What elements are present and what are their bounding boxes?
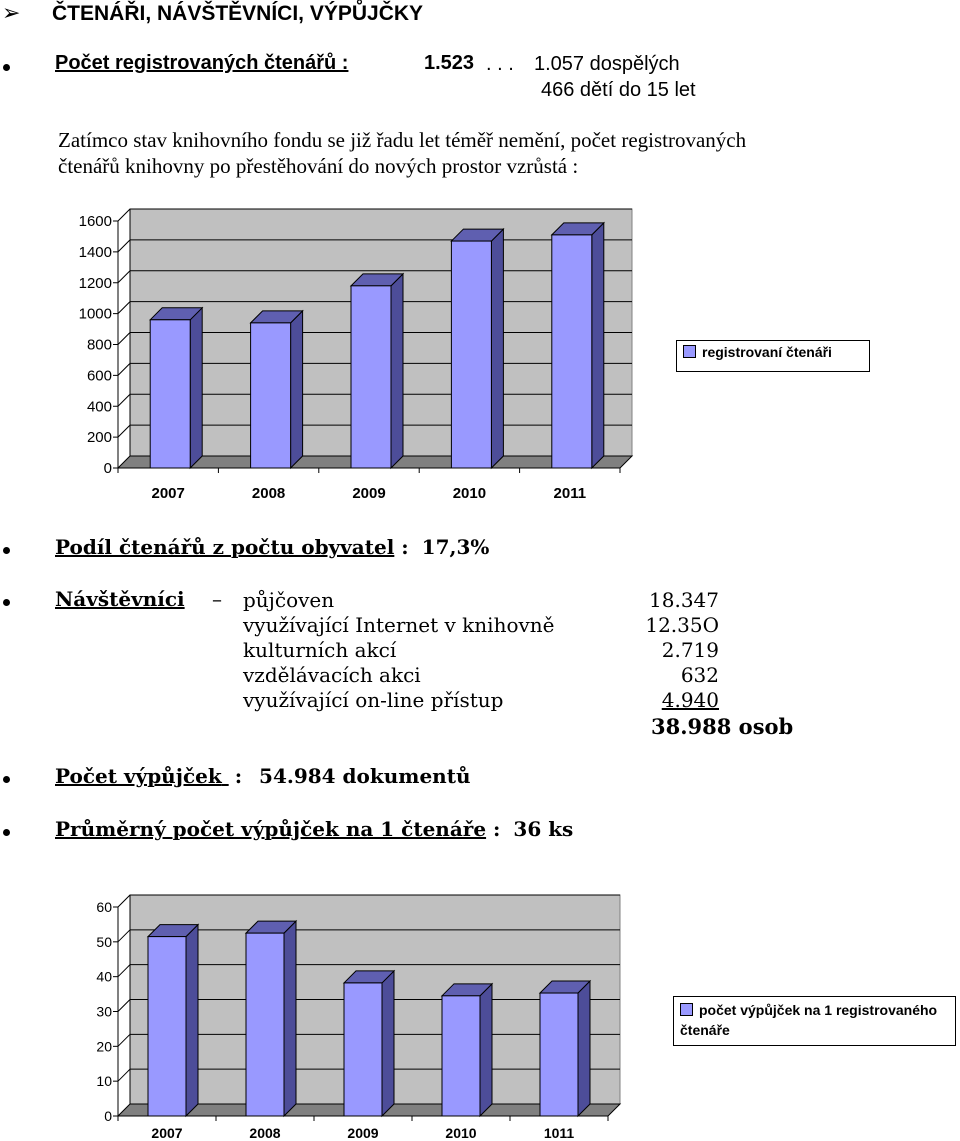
bar	[451, 241, 491, 468]
bar-side	[190, 308, 202, 468]
legend-label: registrovaní čtenáři	[702, 344, 832, 360]
page-heading: ČTENÁŘI, NÁVŠTĚVNÍCI, VÝPŮJČKY	[52, 2, 424, 25]
bar	[351, 286, 391, 468]
y-tick-label: 20	[96, 1038, 112, 1055]
bar	[251, 323, 291, 468]
y-tick-label: 1600	[78, 213, 112, 230]
average-row	[55, 817, 573, 841]
y-tick-label: 0	[103, 460, 112, 477]
x-tick-label: 1011	[543, 1125, 575, 1141]
legend-swatch-icon	[680, 1003, 693, 1016]
bullet-icon	[3, 776, 10, 783]
bullet-icon	[3, 547, 10, 554]
visitor-category-label: vzdělávacích akci	[243, 663, 421, 687]
y-tick-label: 400	[86, 398, 112, 416]
x-tick-label: 2007	[151, 485, 185, 502]
bullet-icon	[3, 829, 10, 836]
x-tick-label: 2008	[251, 485, 286, 502]
y-tick-label: 600	[86, 367, 112, 385]
registered-adults: 1.057 dospělých	[534, 53, 680, 75]
x-tick-label: 2010	[445, 1125, 477, 1141]
visitor-category-value: 12.35O	[645, 613, 719, 637]
loans-label: Počet výpůjček	[55, 764, 222, 788]
visitors-dash: –	[212, 587, 222, 611]
registered-total: 1.523	[424, 52, 475, 74]
legend-swatch-icon	[683, 345, 696, 358]
share-separator: :	[394, 535, 409, 559]
loans-row	[55, 764, 470, 788]
bar-side	[382, 971, 394, 1116]
bar-side	[578, 981, 590, 1116]
visitor-category-value: 4.940	[661, 688, 719, 712]
bar	[344, 983, 382, 1116]
bullet-icon	[3, 599, 10, 606]
y-tick-label: 800	[86, 336, 112, 354]
paragraph-line-2: čtenářů knihovny po přestěhování do nových prostor vzrůstá :	[58, 154, 579, 178]
loans-value: 54.984 dokumentů	[259, 764, 471, 788]
share-row	[55, 535, 489, 559]
y-tick-label: 60	[96, 899, 112, 915]
bar	[148, 937, 186, 1116]
bar	[552, 235, 592, 468]
y-tick-label: 200	[86, 429, 112, 447]
readers-chart-legend	[676, 340, 870, 372]
share-label: Podíl čtenářů z počtu obyvatel	[55, 535, 395, 559]
x-tick-label: 2008	[249, 1125, 281, 1141]
visitor-category-label: využívající on-line přístup	[243, 688, 504, 712]
bar	[150, 320, 190, 468]
bar-side	[284, 921, 296, 1116]
x-tick-label: 2009	[347, 1125, 379, 1141]
loans-separator: :	[234, 764, 243, 788]
bar-side	[592, 223, 604, 468]
registered-children: 466 dětí do 15 let	[541, 79, 696, 101]
x-tick-label: 2011	[553, 485, 587, 502]
bar-side	[391, 274, 403, 468]
average-value: 36 ks	[513, 817, 574, 841]
heading-marker-icon: ➢	[2, 1, 21, 26]
visitor-category-value: 2.719	[661, 638, 719, 662]
visitor-category-label: kulturních akcí	[243, 638, 397, 662]
legend-label-line-2: čtenáře	[680, 1022, 730, 1038]
y-tick-label: 50	[96, 933, 112, 950]
visitor-category-value: 632	[680, 663, 719, 687]
visitor-category-label: půjčoven	[243, 588, 335, 612]
bar-side	[491, 229, 503, 468]
bar	[246, 933, 284, 1116]
legend-label-line-1: počet výpůjček na 1 registrovaného	[699, 1002, 938, 1018]
y-tick-label: 1000	[78, 305, 112, 323]
y-tick-label: 1400	[78, 243, 112, 261]
visitors-label: Návštěvníci	[55, 587, 185, 611]
visitor-category-label: využívající Internet v knihovně	[243, 613, 555, 637]
y-tick-label: 0	[104, 1108, 112, 1124]
x-tick-label: 2010	[452, 485, 487, 502]
average-label: Průměrný počet výpůjček na 1 čtenáře	[55, 817, 487, 841]
average-separator: :	[486, 817, 501, 841]
bar-side	[480, 984, 492, 1116]
y-tick-label: 10	[96, 1073, 112, 1090]
x-tick-label: 2007	[151, 1125, 183, 1141]
paragraph-line-1: Zatímco stav knihovního fondu se již řadu let téměř nemění, počet registrovaných	[58, 128, 747, 152]
bar	[540, 993, 578, 1116]
registered-dots: . . .	[486, 53, 514, 75]
y-tick-label: 30	[96, 1003, 112, 1020]
y-tick-label: 1200	[78, 274, 112, 292]
bar-side	[186, 925, 198, 1116]
visitors-total: 38.988 osob	[651, 714, 794, 739]
bar	[442, 996, 480, 1116]
y-tick-label: 40	[96, 968, 112, 985]
visitor-category-value: 18.347	[649, 588, 719, 612]
share-value: 17,3%	[421, 535, 490, 559]
x-tick-label: 2009	[352, 485, 386, 502]
bar-side	[291, 311, 303, 468]
bullet-icon	[3, 64, 10, 71]
registered-label: Počet registrovaných čtenářů :	[55, 52, 349, 74]
loans-chart-legend	[673, 996, 956, 1046]
